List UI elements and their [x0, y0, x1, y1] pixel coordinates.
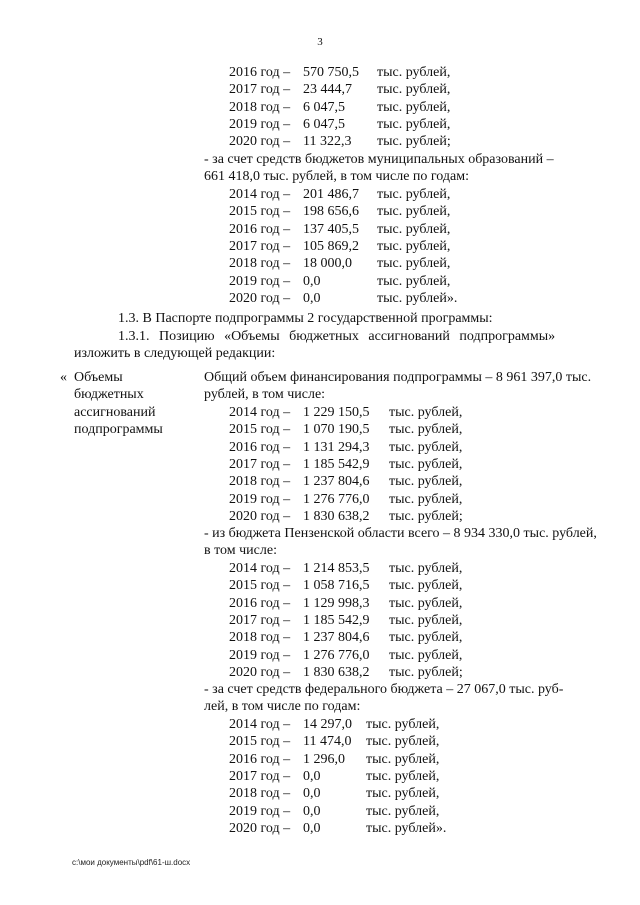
- left-column-label: Объемы: [74, 370, 123, 385]
- amount-value: 0,0: [303, 820, 321, 836]
- unit-label: тыс. рублей,: [377, 187, 451, 202]
- amount-value: 1 229 150,5: [303, 405, 370, 420]
- year-label: 2016 год –: [229, 65, 291, 80]
- unit-label: тыс. рублей,: [377, 99, 451, 115]
- year-label: 2018 год –: [229, 630, 291, 646]
- unit-label: тыс. рублей,: [366, 734, 440, 750]
- amount-value: 0,0: [303, 768, 321, 784]
- unit-label: тыс. рублей,: [377, 221, 451, 237]
- year-label: 2019 год –: [229, 647, 291, 663]
- year-label: 2015 год –: [229, 578, 291, 594]
- unit-label: тыс. рублей,: [366, 751, 440, 767]
- amount-value: 1 276 776,0: [303, 491, 370, 507]
- amount-value: 18 000,0: [303, 256, 352, 272]
- year-label: 2014 год –: [229, 717, 291, 732]
- unit-label: тыс. рублей,: [377, 204, 451, 220]
- year-label: 2020 год –: [229, 290, 291, 306]
- unit-label: тыс. рублей,: [389, 405, 463, 420]
- year-label: 2020 год –: [229, 134, 291, 150]
- amount-value: 0,0: [303, 290, 321, 306]
- amount-value: 201 486,7: [303, 187, 359, 202]
- year-label: 2014 год –: [229, 187, 291, 202]
- amount-value: 137 405,5: [303, 221, 359, 237]
- year-label: 2018 год –: [229, 99, 291, 115]
- unit-label: тыс. рублей,: [389, 561, 463, 576]
- section-1-3: 1.3. В Паспорте подпрограммы 2 государственной программы:: [118, 311, 493, 326]
- unit-label: тыс. рублей,: [389, 422, 463, 438]
- amount-value: 6 047,5: [303, 99, 345, 115]
- year-label: 2017 год –: [229, 82, 291, 98]
- total-funding-intro: рублей, в том числе:: [204, 387, 326, 403]
- unit-label: тыс. рублей,: [389, 439, 463, 455]
- unit-label: тыс. рублей,: [389, 595, 463, 611]
- amount-value: 11 322,3: [303, 134, 352, 150]
- unit-label: тыс. рублей,: [377, 238, 451, 254]
- amount-value: 0,0: [303, 273, 321, 289]
- amount-value: 570 750,5: [303, 65, 359, 80]
- year-label: 2017 год –: [229, 456, 291, 472]
- unit-label: тыс. рублей,: [389, 474, 463, 490]
- amount-value: 1 185 542,9: [303, 456, 370, 472]
- federal-budget-intro: лей, в том числе по годам:: [204, 699, 361, 715]
- amount-value: 0,0: [303, 786, 321, 802]
- unit-label: тыс. рублей,: [389, 630, 463, 646]
- unit-label: тыс. рублей,: [389, 491, 463, 507]
- year-label: 2015 год –: [229, 204, 291, 220]
- year-label: 2015 год –: [229, 734, 291, 750]
- municipal-budget-intro: - за счет средств бюджетов муниципальных образований –: [204, 152, 554, 167]
- year-label: 2019 год –: [229, 273, 291, 289]
- unit-label: тыс. рублей».: [366, 820, 447, 836]
- amount-value: 198 656,6: [303, 204, 359, 220]
- unit-label: тыс. рублей,: [389, 647, 463, 663]
- amount-value: 105 869,2: [303, 238, 359, 254]
- year-label: 2016 год –: [229, 221, 291, 237]
- year-label: 2018 год –: [229, 256, 291, 272]
- year-label: 2019 год –: [229, 803, 291, 819]
- amount-value: 1 214 853,5: [303, 561, 370, 576]
- year-label: 2016 год –: [229, 751, 291, 767]
- unit-label: тыс. рублей,: [377, 273, 451, 289]
- file-path-footer: c:\мои документы\pdf\61-ш.docx: [72, 858, 191, 867]
- unit-label: тыс. рублей».: [377, 290, 458, 306]
- amount-value: 1 296,0: [303, 751, 345, 767]
- amount-value: 0,0: [303, 803, 321, 819]
- year-label: 2020 год –: [229, 664, 291, 680]
- amount-value: 23 444,7: [303, 82, 352, 98]
- unit-label: тыс. рублей,: [377, 82, 451, 98]
- year-label: 2019 год –: [229, 491, 291, 507]
- federal-budget-intro: - за счет средств федерального бюджета – 27 067,0 тыс. руб-: [204, 682, 564, 697]
- amount-value: 1 070 190,5: [303, 422, 370, 438]
- year-label: 2014 год –: [229, 561, 291, 576]
- unit-label: тыс. рублей,: [389, 612, 463, 628]
- amount-value: 1 185 542,9: [303, 612, 370, 628]
- regional-budget-intro: - из бюджета Пензенской области всего – 8 934 330,0 тыс. рублей,: [204, 526, 597, 541]
- municipal-budget-intro: 661 418,0 тыс. рублей, в том числе по годам:: [204, 169, 469, 185]
- unit-label: тыс. рублей;: [389, 664, 463, 680]
- year-label: 2017 год –: [229, 612, 291, 628]
- unit-label: тыс. рублей,: [366, 786, 440, 802]
- unit-label: тыс. рублей,: [366, 803, 440, 819]
- amount-value: 6 047,5: [303, 116, 345, 132]
- left-column-label: подпрограммы: [74, 421, 163, 437]
- amount-value: 1 830 638,2: [303, 508, 370, 524]
- opening-quote: «: [60, 370, 67, 385]
- amount-value: 11 474,0: [303, 734, 352, 750]
- year-label: 2017 год –: [229, 768, 291, 784]
- total-funding-intro: Общий объем финансирования подпрограммы – 8 961 397,0 тыс.: [204, 370, 592, 385]
- section-1-3-1: 1.3.1. Позицию «Объемы бюджетных ассигнований подпрограммы»: [118, 329, 556, 344]
- year-label: 2018 год –: [229, 474, 291, 490]
- unit-label: тыс. рублей,: [389, 578, 463, 594]
- unit-label: тыс. рублей;: [377, 134, 451, 150]
- year-label: 2016 год –: [229, 439, 291, 455]
- amount-value: 1 237 804,6: [303, 630, 370, 646]
- amount-value: 1 237 804,6: [303, 474, 370, 490]
- unit-label: тыс. рублей,: [366, 768, 440, 784]
- amount-value: 1 129 998,3: [303, 595, 370, 611]
- year-label: 2014 год –: [229, 405, 291, 420]
- regional-budget-intro: в том числе:: [204, 543, 277, 559]
- amount-value: 14 297,0: [303, 717, 352, 732]
- unit-label: тыс. рублей;: [389, 508, 463, 524]
- amount-value: 1 830 638,2: [303, 664, 370, 680]
- unit-label: тыс. рублей,: [377, 256, 451, 272]
- year-label: 2015 год –: [229, 422, 291, 438]
- year-label: 2018 год –: [229, 786, 291, 802]
- amount-value: 1 276 776,0: [303, 647, 370, 663]
- unit-label: тыс. рублей,: [366, 717, 440, 732]
- unit-label: тыс. рублей,: [389, 456, 463, 472]
- year-label: 2020 год –: [229, 820, 291, 836]
- section-1-3-1-cont: изложить в следующей редакции:: [74, 346, 276, 361]
- year-label: 2016 год –: [229, 595, 291, 611]
- page-number: 3: [317, 36, 323, 48]
- year-label: 2019 год –: [229, 116, 291, 132]
- year-label: 2020 год –: [229, 508, 291, 524]
- unit-label: тыс. рублей,: [377, 65, 451, 80]
- year-label: 2017 год –: [229, 238, 291, 254]
- left-column-label: ассигнований: [74, 404, 156, 420]
- unit-label: тыс. рублей,: [377, 116, 451, 132]
- left-column-label: бюджетных: [74, 387, 144, 403]
- amount-value: 1 131 294,3: [303, 439, 370, 455]
- amount-value: 1 058 716,5: [303, 578, 370, 594]
